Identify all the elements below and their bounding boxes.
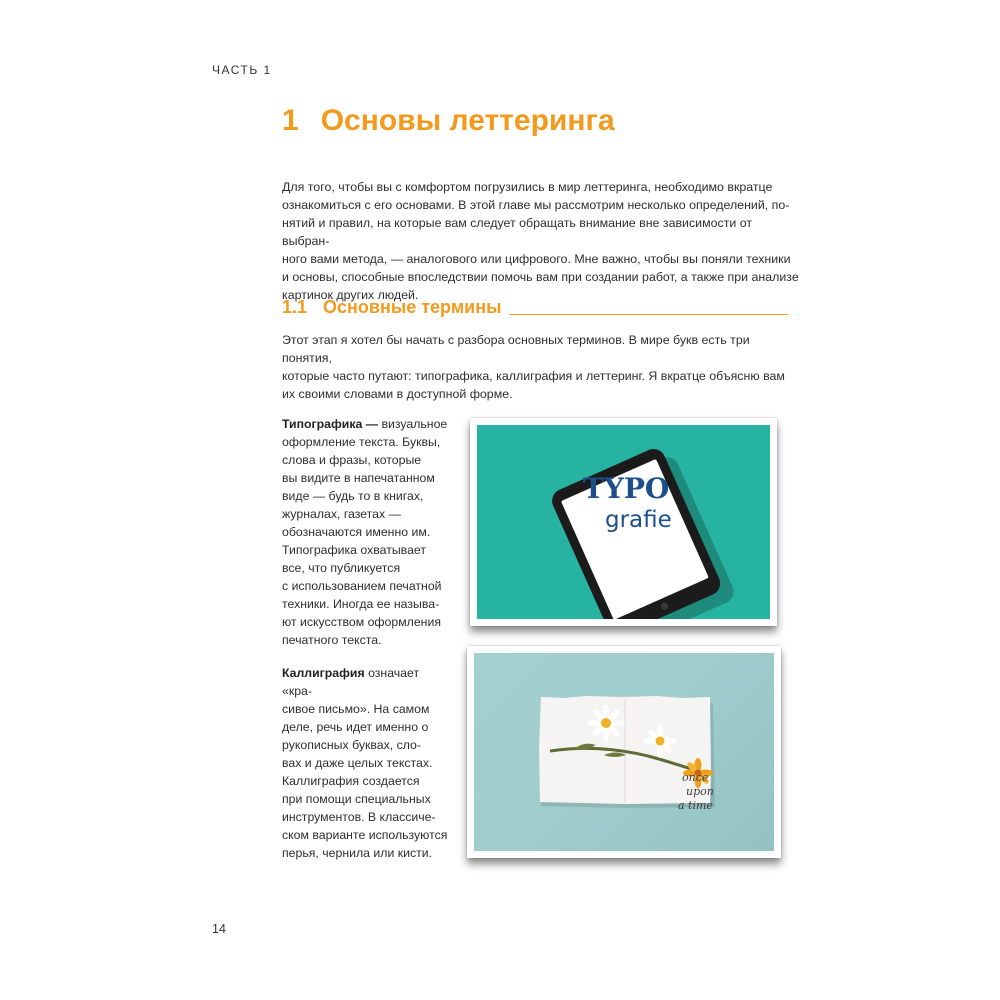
definition-line: Типографика охватывает [282,543,426,557]
typography-definition [282,415,450,649]
intro-line: картинок других людей. [282,288,419,302]
grafie-word: grafie [605,507,672,533]
section-intro-line: Этот этап я хотел бы начать с разбора основных терминов. В мире букв есть три понятия, [282,333,750,365]
chapter-title [282,104,615,138]
definition-line: вы видите в напечатанном [282,471,435,485]
section-rule [509,314,788,315]
calligraphy-term: Каллиграфия [282,666,365,680]
definition-line: слова и фразы, которые [282,453,422,467]
definition-line: ют искусством оформления [282,615,442,629]
section-number: 1.1 [282,297,308,317]
calligraphy-photo [467,646,781,858]
definition-line: обозначаются именно им. [282,525,431,539]
open-card-icon [474,653,774,851]
definition-line: Каллиграфия создается [282,774,420,788]
section-intro-paragraph [282,331,802,403]
definition-line: ском варианте используются [282,828,448,842]
once-word: once [682,771,709,784]
chapter-number: 1 [282,104,299,137]
intro-line: Для того, чтобы вы с комфортом погрузились в мир леттеринга, необходимо вкратце [282,180,773,194]
intro-paragraph [282,178,802,304]
definition-line: техники. Иногда ее называ- [282,597,440,611]
definition-line: вах и даже целых текстах. [282,756,433,770]
typography-photo [470,418,777,626]
definition-line: при помощи специальных [282,792,431,806]
part-label: ЧАСТЬ 1 [212,63,272,77]
chapter-title-text: Основы леттеринга [320,104,615,137]
tablet-illustration-icon [477,425,770,619]
intro-line: ознакомиться с его основами. В этой главе мы рассмотрим несколько определений, по- [282,198,790,212]
definition-line: сивое письмо». На самом [282,702,430,716]
intro-line: ного вами метода, — аналогового или цифрового. Мне важно, чтобы вы поняли техники [282,252,791,266]
definition-line: инструментов. В классиче- [282,810,436,824]
definition-line: означает «кра- [282,666,420,698]
upon-word: upon [686,785,714,798]
section-heading [282,298,788,318]
a-time-word: a time [678,799,713,812]
definition-line: перья, чернила или кисти. [282,846,433,860]
definition-line: оформление текста. Буквы, [282,435,441,449]
section-title: Основные термины [323,297,502,317]
definition-line: с использованием печатной [282,579,442,593]
definition-line: печатного текста. [282,633,382,647]
definition-line: виде — будь то в книгах, [282,489,424,503]
page-number: 14 [212,922,226,936]
intro-line: нятий и правил, на которые вам следует обращать внимание вне зависимости от выбран- [282,216,753,248]
definition-line: визуальное [378,417,448,431]
section-intro-line: их своими словами в доступной форме. [282,387,513,401]
definition-line: все, что публикуется [282,561,401,575]
definition-line: рукописных буквах, сло- [282,738,421,752]
definition-line: деле, речь идет именно о [282,720,429,734]
section-intro-line: которые часто путают: типографика, каллиграфия и леттеринг. Я вкратце объясню вам [282,369,785,383]
definition-line: журналах, газетах — [282,507,401,521]
intro-line: и основы, способные впоследствии помочь вам при создании работ, а также при анализе [282,270,799,284]
typo-word: TYPO [583,472,670,505]
typography-term: Типографика — [282,417,379,431]
calligraphy-definition [282,664,450,862]
